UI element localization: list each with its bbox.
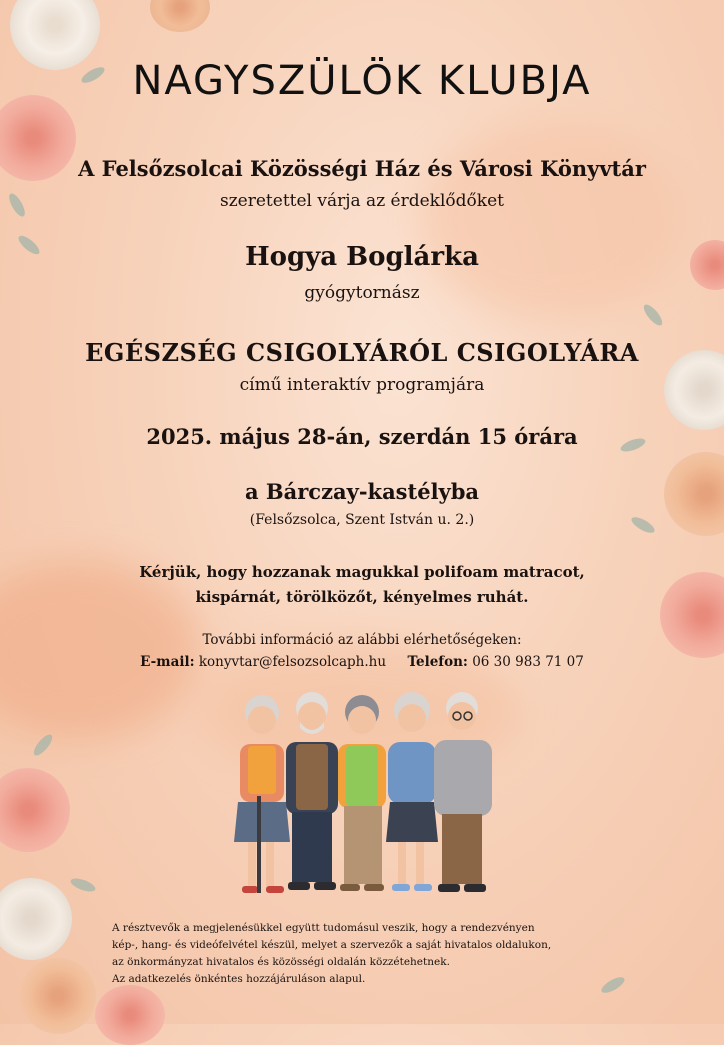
grandparent-figure	[386, 692, 438, 891]
organizer-name: A Felsőzsolcai Közösségi Ház és Városi Könyvtár	[78, 156, 646, 181]
venue-name: a Bárczay-kastélyba	[244, 479, 480, 504]
phone-label: Telefon:	[407, 654, 468, 670]
flower-decoration	[95, 985, 165, 1045]
grandparents-illustration	[220, 686, 510, 906]
flower-decoration	[20, 958, 96, 1034]
grandparent-figure	[286, 692, 338, 890]
speaker-name: Hogya Boglárka	[245, 242, 479, 272]
flower-decoration	[0, 768, 70, 852]
poster-title: NAGYSZÜLÖK KLUBJA	[132, 58, 592, 104]
disclaimer-line: A résztvevők a megjelenésükkel együtt tudomásul veszik, hogy a rendezvényen	[112, 922, 535, 934]
speaker-role: gyógytornász	[304, 283, 420, 303]
program-title: EGÉSZSÉG CSIGOLYÁRÓL CSIGOLYÁRA	[85, 338, 639, 367]
leaf-decoration	[69, 876, 97, 894]
flower-decoration	[150, 0, 210, 32]
contact-line	[0, 654, 724, 670]
grandparent-figure	[434, 692, 492, 892]
request-line-2: kispárnát, törölközőt, kényelmes ruhát.	[195, 588, 529, 606]
disclaimer-line: az önkormányzat hivatalos és közösségi oldalán közzétehetnek.	[112, 956, 450, 968]
invite-line: szeretettel várja az érdeklődőket	[220, 191, 504, 211]
grandparent-figure	[338, 695, 386, 891]
email-link[interactable]: konyvtar@felsozsolcaph.hu	[198, 654, 387, 670]
background-wash	[0, 560, 200, 740]
program-subtitle: című interaktív programjára	[239, 375, 485, 395]
grandparent-figure	[234, 695, 290, 893]
event-datetime: 2025. május 28-án, szerdán 15 órára	[146, 424, 578, 449]
request-line-1: Kérjük, hogy hozzanak magukkal polifoam matracot,	[139, 563, 585, 581]
disclaimer-line: kép-, hang- és videófelvétel készül, melyet a szervezők a saját hivatalos oldalukon,	[112, 939, 552, 951]
disclaimer-text	[112, 920, 617, 988]
flower-decoration	[0, 878, 72, 960]
disclaimer-line: Az adatkezelés önkéntes hozzájáruláson alapul.	[112, 973, 366, 985]
leaf-decoration	[641, 302, 665, 328]
venue-address: (Felsőzsolca, Szent István u. 2.)	[249, 512, 475, 528]
email-label: E-mail:	[140, 654, 195, 670]
phone-number: 06 30 983 71 07	[472, 654, 584, 670]
contact-intro: További információ az alábbi elérhetőségeken:	[202, 632, 522, 648]
